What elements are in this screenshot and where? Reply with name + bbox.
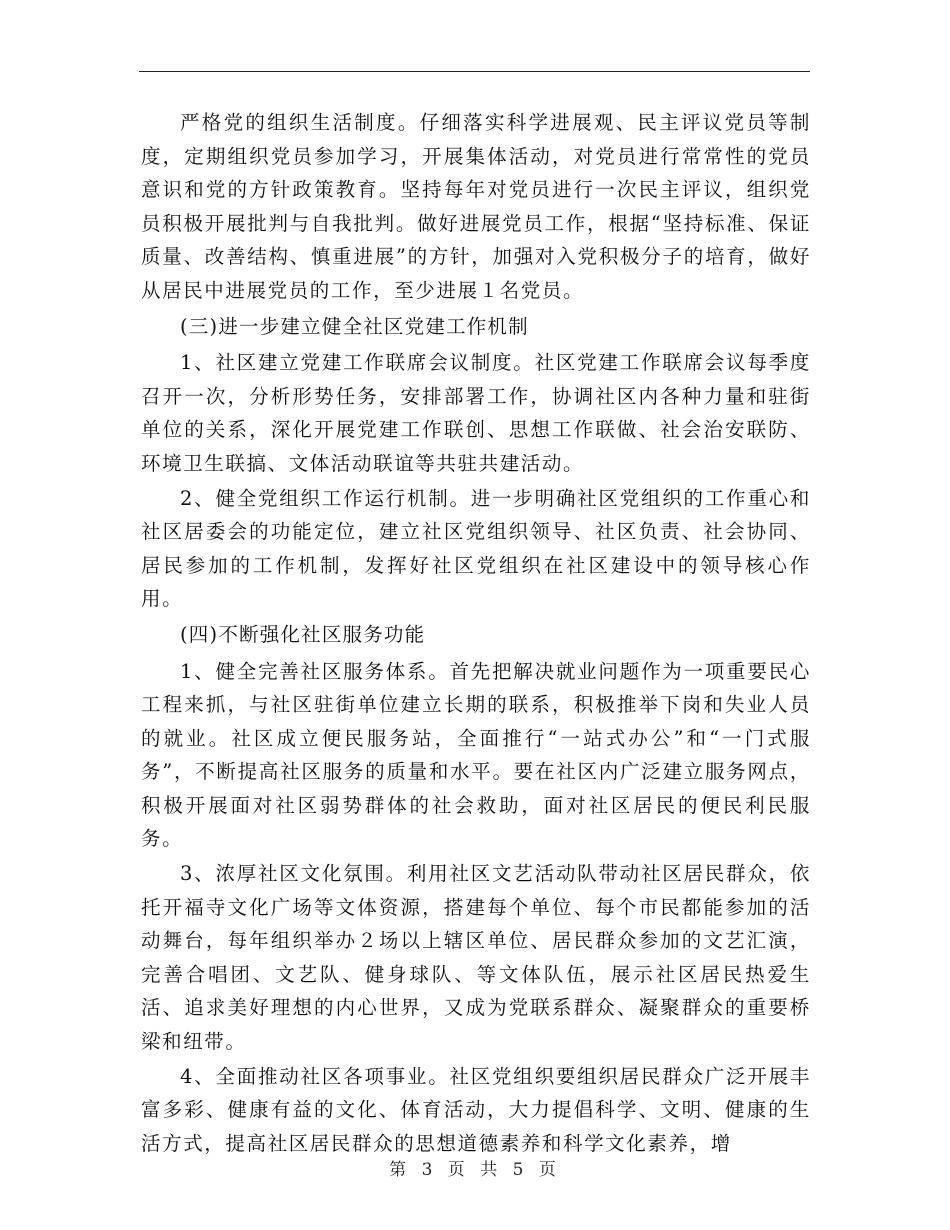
paragraph-party-life: 严格党的组织生活制度。仔细落实科学进展观、民主评议党员等制度，定期组织党员参加学习，开展集体活动，对党员进行常常性的党员意识和党的方针政策教育。坚持每年对党员进行一次民主评议，组织党员积极开展批判与自我批判。做好进展党员工作，根据“坚持标准、保证质量、改善结构、慎重进展”的方针，加强对入党积极分子的培育，做好从居民中进展党员的工作，至少进展１名党员。 <box>141 111 811 302</box>
page-number-footer: 第 3 页 共 5 页 <box>389 1160 561 1180</box>
document-body <box>141 106 811 1161</box>
paragraph-culture: 3、浓厚社区文化氛围。利用社区文艺活动队带动社区居民群众，依托开福寺文化广场等文体资源，搭建每个单位、每个市民都能参加的活动舞台，每年组织举办２场以上辖区单位、居民群众参加的文艺汇演，完善合唱团、文艺队、健身球队、等文体队伍，展示社区居民热爱生活、追求美好理想的内心世界，又成为党联系群众、凝聚群众的重要桥梁和纽带。 <box>141 862 811 1054</box>
paragraph-service-system: 1、健全完善社区服务体系。首先把解决就业问题作为一项重要民心工程来抓，与社区驻街单位建立长期的联系，积极推举下岗和失业人员的就业。社区成立便民服务站，全面推行“一站式办公”和“一门式服务”，不断提高社区服务的质量和水平。要在社区内广泛建立服务网点，积极开展面对社区弱势群体的社会救助，面对社区居民的便民利民服务。 <box>141 659 811 851</box>
section-heading-3: (三)进一步建立健全社区党建工作机制 <box>180 314 529 338</box>
paragraph-joint-meeting: 1、社区建立党建工作联席会议制度。社区党建工作联席会议每季度召开一次，分析形势任务，安排部署工作，协调社区内各种力量和驻街单位的关系，深化开展党建工作联创、思想工作联做、社会治安联防、环境卫生联搞、文体活动联谊等共驻共建活动。 <box>141 351 811 475</box>
section-heading-4: (四)不断强化社区服务功能 <box>180 622 426 646</box>
header-rule <box>139 71 810 72</box>
paragraph-community-affairs: 4、全面推动社区各项事业。社区党组织要组织居民群众广泛开展丰富多彩、健康有益的文化、体育活动，大力提倡科学、文明、健康的生活方式，提高社区居民群众的思想道德素养和科学文化素养，增 <box>141 1064 811 1155</box>
paragraph-operation-mechanism: 2、健全党组织工作运行机制。进一步明确社区党组织的工作重心和社区居委会的功能定位，建立社区党组织领导、社区负责、社会协同、居民参加的工作机制，发挥好社区党组织在社区建设中的领导核心作用。 <box>141 486 811 611</box>
